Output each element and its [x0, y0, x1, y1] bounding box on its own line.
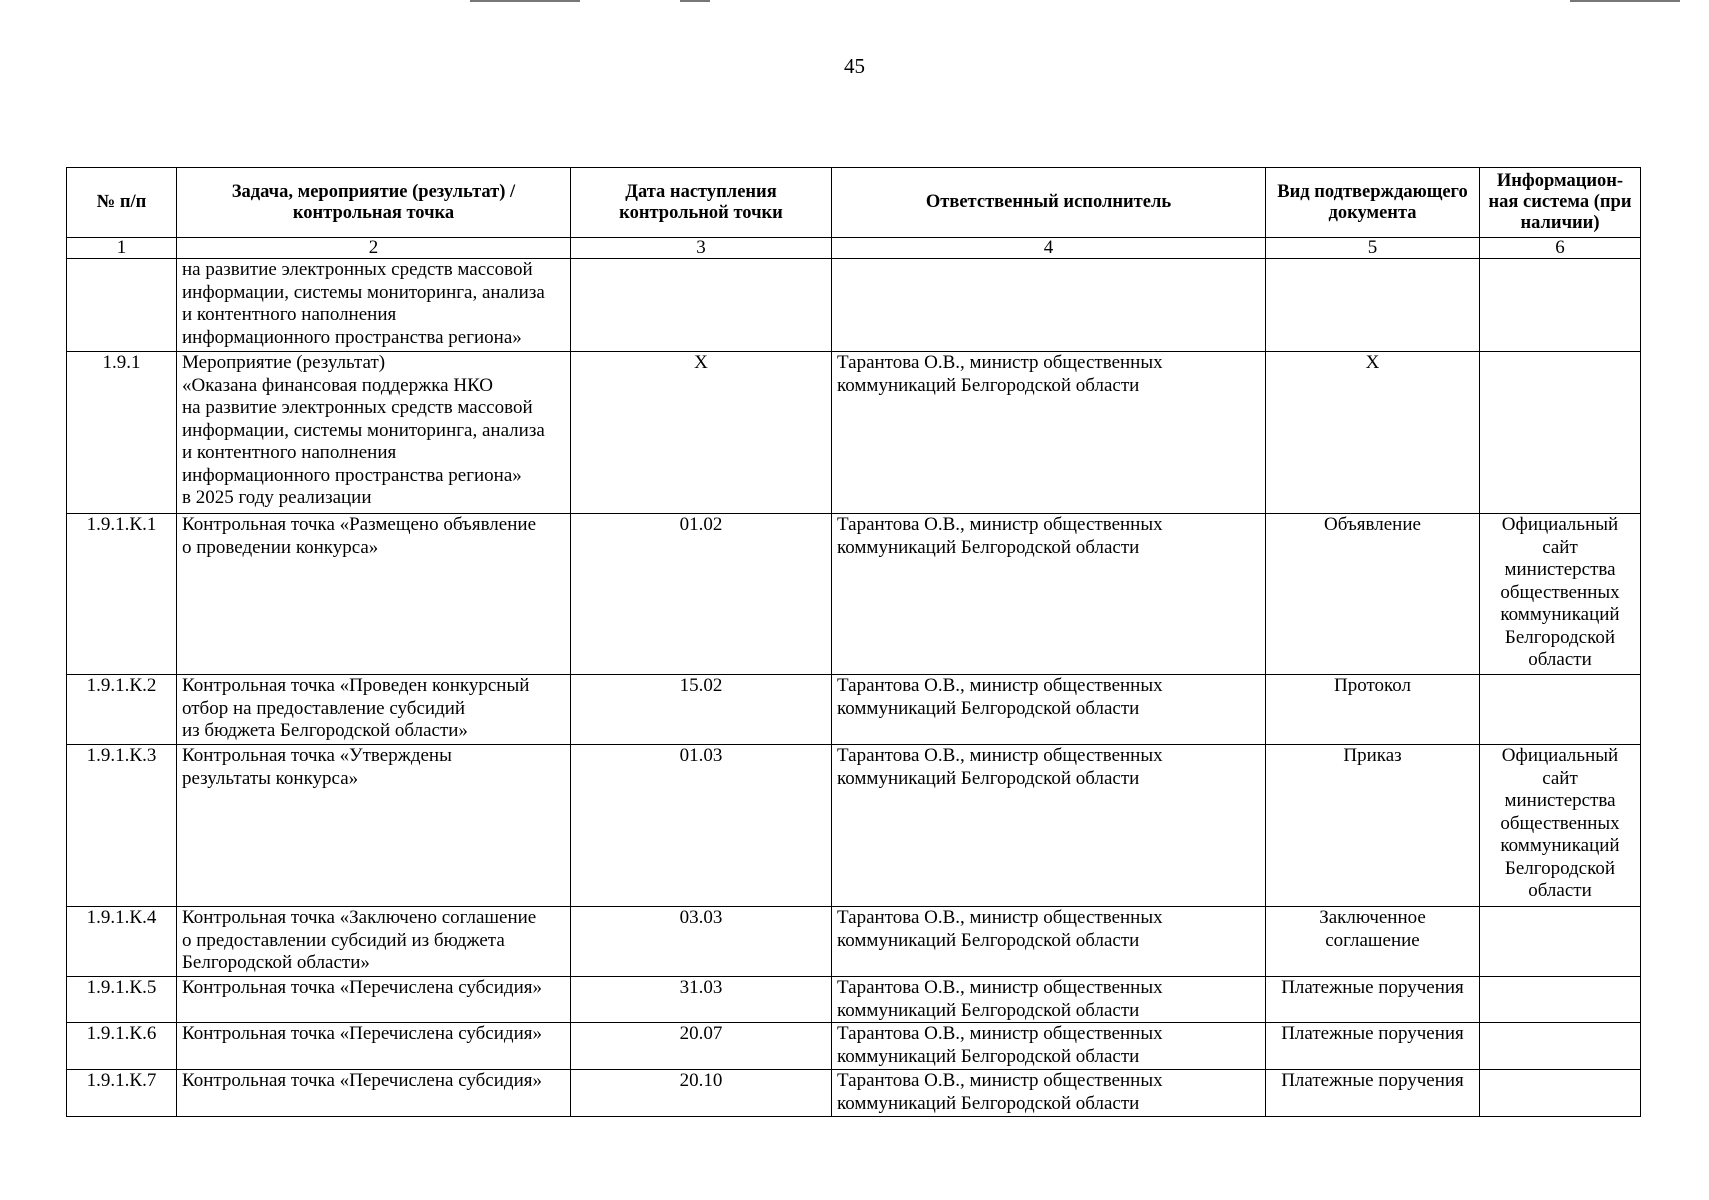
- table-row: [67, 907, 1641, 977]
- column-number-cell: 5: [1266, 238, 1480, 259]
- scan-artifact-line: [470, 0, 580, 2]
- row-number-cell: 1.9.1: [67, 352, 177, 514]
- header-cell-date: Дата наступления контрольной точки: [571, 168, 832, 238]
- row-task-cell: Контрольная точка «Утверждены результаты конкурса»: [177, 745, 571, 907]
- header-cell-document: Вид подтверждающего документа: [1266, 168, 1480, 238]
- table-row: [67, 1070, 1641, 1117]
- row-document-cell: Приказ: [1266, 745, 1480, 907]
- column-number-cell: 1: [67, 238, 177, 259]
- row-responsible-cell: Тарантова О.В., министр общественных коммуникаций Белгородской области: [832, 1023, 1266, 1070]
- row-system-cell: [1480, 675, 1641, 745]
- column-number-cell: 4: [832, 238, 1266, 259]
- row-date-cell: 20.10: [571, 1070, 832, 1117]
- row-number-cell: 1.9.1.К.4: [67, 907, 177, 977]
- column-number-row: [67, 238, 1641, 259]
- row-responsible-cell: Тарантова О.В., министр общественных коммуникаций Белгородской области: [832, 977, 1266, 1023]
- control-points-table: [66, 167, 1641, 1117]
- header-cell-responsible: Ответственный исполнитель: [832, 168, 1266, 238]
- row-document-cell: Платежные поручения: [1266, 1070, 1480, 1117]
- table-row: [67, 259, 1641, 352]
- row-responsible-cell: Тарантова О.В., министр общественных коммуникаций Белгородской области: [832, 352, 1266, 514]
- page-number: 45: [844, 54, 865, 78]
- row-responsible-cell: Тарантова О.В., министр общественных коммуникаций Белгородской области: [832, 745, 1266, 907]
- row-document-cell: [1266, 259, 1480, 352]
- row-task-cell: Мероприятие (результат) «Оказана финансовая поддержка НКО на развитие электронных средств массовой информации, системы мониторинга, анализа и контентного наполнения информационного пространства региона» в 2025 году реализации: [177, 352, 571, 514]
- row-responsible-cell: [832, 259, 1266, 352]
- column-number-cell: 6: [1480, 238, 1641, 259]
- row-task-cell: Контрольная точка «Перечислена субсидия»: [177, 977, 571, 1023]
- header-cell-task: Задача, мероприятие (результат) / контрольная точка: [177, 168, 571, 238]
- row-number-cell: 1.9.1.К.5: [67, 977, 177, 1023]
- table-body: [67, 259, 1641, 1117]
- scan-artifact-line: [680, 0, 710, 2]
- table-row: [67, 1023, 1641, 1070]
- row-system-cell: [1480, 352, 1641, 514]
- row-task-cell: Контрольная точка «Перечислена субсидия»: [177, 1070, 571, 1117]
- row-number-cell: 1.9.1.К.7: [67, 1070, 177, 1117]
- row-date-cell: [571, 259, 832, 352]
- table-row: [67, 352, 1641, 514]
- row-document-cell: Платежные поручения: [1266, 977, 1480, 1023]
- row-task-cell: Контрольная точка «Проведен конкурсный отбор на предоставление субсидий из бюджета Белгородской области»: [177, 675, 571, 745]
- row-number-cell: [67, 259, 177, 352]
- row-system-cell: Официальный сайт министерства общественных коммуникаций Белгородской области: [1480, 745, 1641, 907]
- row-date-cell: 03.03: [571, 907, 832, 977]
- row-system-cell: [1480, 907, 1641, 977]
- row-number-cell: 1.9.1.К.6: [67, 1023, 177, 1070]
- row-date-cell: 20.07: [571, 1023, 832, 1070]
- row-responsible-cell: Тарантова О.В., министр общественных коммуникаций Белгородской области: [832, 1070, 1266, 1117]
- column-number-cell: 3: [571, 238, 832, 259]
- table-row: [67, 675, 1641, 745]
- row-system-cell: [1480, 1023, 1641, 1070]
- row-responsible-cell: Тарантова О.В., министр общественных коммуникаций Белгородской области: [832, 514, 1266, 675]
- header-cell-number: № п/п: [67, 168, 177, 238]
- row-system-cell: [1480, 977, 1641, 1023]
- row-date-cell: 15.02: [571, 675, 832, 745]
- row-date-cell: 31.03: [571, 977, 832, 1023]
- row-date-cell: Х: [571, 352, 832, 514]
- table-row: [67, 745, 1641, 907]
- header-cell-system: Информацион- ная система (при наличии): [1480, 168, 1641, 238]
- row-document-cell: Платежные поручения: [1266, 1023, 1480, 1070]
- row-responsible-cell: Тарантова О.В., министр общественных коммуникаций Белгородской области: [832, 907, 1266, 977]
- row-responsible-cell: Тарантова О.В., министр общественных коммуникаций Белгородской области: [832, 675, 1266, 745]
- table-row: [67, 514, 1641, 675]
- row-document-cell: Заключенное соглашение: [1266, 907, 1480, 977]
- row-date-cell: 01.02: [571, 514, 832, 675]
- row-system-cell: Официальный сайт министерства общественных коммуникаций Белгородской области: [1480, 514, 1641, 675]
- row-number-cell: 1.9.1.К.3: [67, 745, 177, 907]
- column-number-cell: 2: [177, 238, 571, 259]
- row-document-cell: Протокол: [1266, 675, 1480, 745]
- row-document-cell: Х: [1266, 352, 1480, 514]
- table-row: [67, 977, 1641, 1023]
- row-system-cell: [1480, 1070, 1641, 1117]
- row-task-cell: Контрольная точка «Размещено объявление о проведении конкурса»: [177, 514, 571, 675]
- row-number-cell: 1.9.1.К.1: [67, 514, 177, 675]
- row-task-cell: Контрольная точка «Перечислена субсидия»: [177, 1023, 571, 1070]
- row-number-cell: 1.9.1.К.2: [67, 675, 177, 745]
- row-task-cell: Контрольная точка «Заключено соглашение о предоставлении субсидий из бюджета Белгородской области»: [177, 907, 571, 977]
- row-document-cell: Объявление: [1266, 514, 1480, 675]
- header-row: [67, 168, 1641, 238]
- row-task-cell: на развитие электронных средств массовой информации, системы мониторинга, анализа и контентного наполнения информационного пространства региона»: [177, 259, 571, 352]
- row-system-cell: [1480, 259, 1641, 352]
- row-date-cell: 01.03: [571, 745, 832, 907]
- scan-artifact-line: [1570, 0, 1680, 2]
